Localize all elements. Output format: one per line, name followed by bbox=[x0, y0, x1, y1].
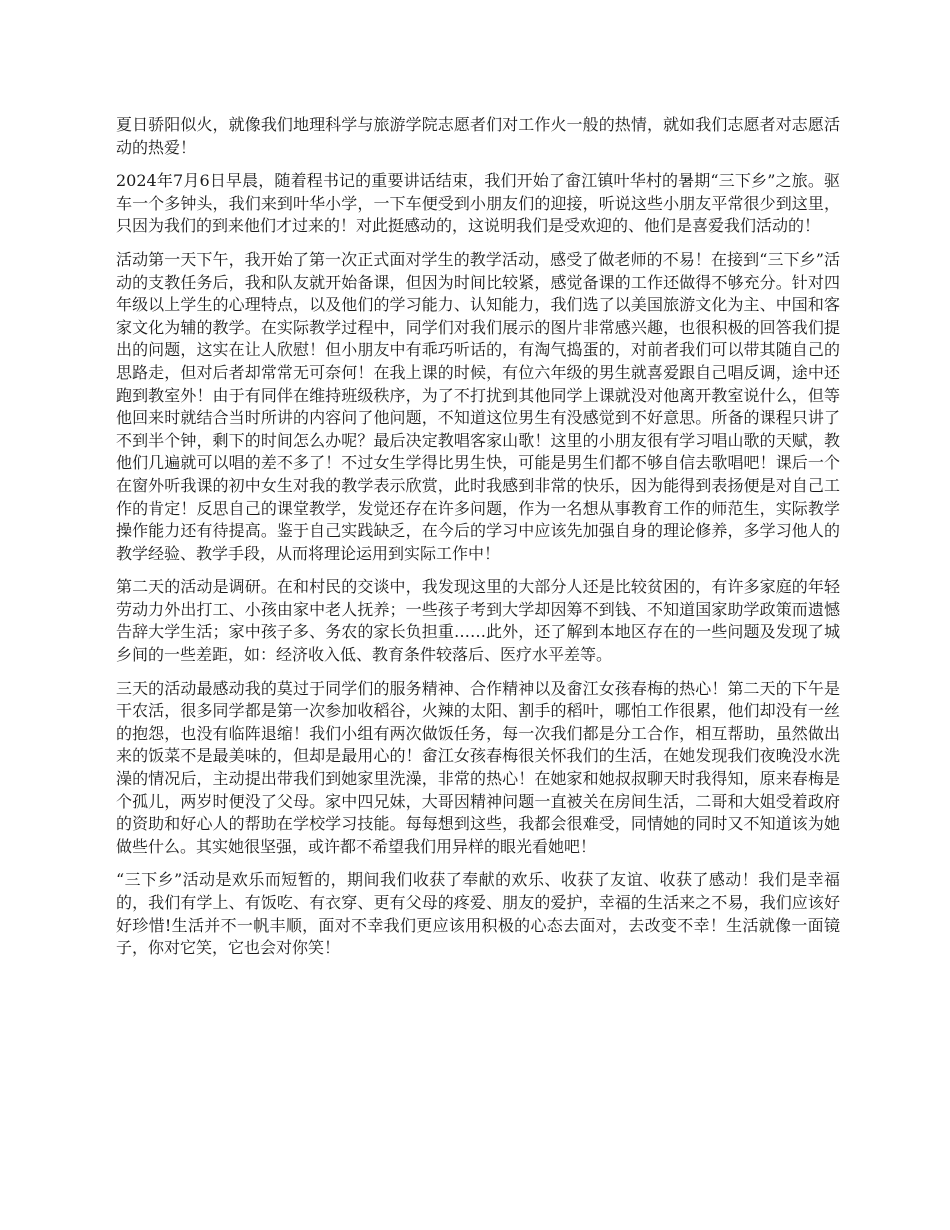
paragraph-survey: 第二天的活动是调研。在和村民的交谈中，我发现这里的大部分人还是比较贫困的，有许多家庭的年轻劳动力外出打工、小孩由家中老人抚养；一些孩子考到大学却因筹不到钱、不知道国家助学政策而遗憾告辞大学生活；家中孩子多、务农的家长负担重……此外，还了解到本地区存在的一些问题及发现了城乡间的一些差距，如：经济收入低、教育条件较落后、医疗水平差等。 bbox=[116, 577, 840, 665]
paragraph-touching: 三天的活动最感动我的莫过于同学们的服务精神、合作精神以及畲江女孩春梅的热心！第二天的下午是干农活，很多同学都是第一次参加收稻谷，火辣的太阳、割手的稻叶，哪怕工作很累，他们却没有一丝的抱怨，也没有临阵退缩！我们小组有两次做饭任务，每一次我们都是分工合作，相互帮助，虽然做出来的饭菜不是最美味的，但却是最用心的！畲江女孩春梅很关怀我们的生活，在她发现我们夜晚没水洗澡的情况后，主动提出带我们到她家里洗澡，非常的热心！在她家和她叔叔聊天时我得知，原来春梅是个孤儿，两岁时便没了父母。家中四兄妹，大哥因精神问题一直被关在房间生活，二哥和大姐受着政府的资助和好心人的帮助在学校学习技能。每每想到这些，我都会很难受，同情她的同时又不知道该为她做些什么。其实她很坚强，或许都不希望我们用异样的眼光看她吧！ bbox=[116, 678, 840, 856]
paragraph-conclusion: “三下乡”活动是欢乐而短暂的，期间我们收获了奉献的欢乐、收获了友谊、收获了感动！我们是幸福的，我们有学上、有饭吃、有衣穿、更有父母的疼爱、朋友的爱护，幸福的生活来之不易，我们应该好好珍惜!生活并不一帆丰顺，面对不幸我们更应该用积极的心态去面对，去改变不幸！生活就像一面镜子，你对它笑，它也会对你笑！ bbox=[116, 870, 840, 958]
document-body bbox=[116, 114, 840, 971]
paragraph-arrival: 2024年7月6日早晨，随着程书记的重要讲话结束，我们开始了畲江镇叶华村的暑期“三下乡”之旅。驱车一个多钟头，我们来到叶华小学，一下车便受到小朋友们的迎接，听说这些小朋友平常很少到这里，只因为我们的到来他们才过来的！对此挺感动的，这说明我们是受欢迎的、他们是喜爱我们活动的！ bbox=[116, 171, 840, 236]
paragraph-teaching: 活动第一天下午，我开始了第一次正式面对学生的教学活动，感受了做老师的不易！在接到“三下乡”活动的支教任务后，我和队友就开始备课，但因为时间比较紧，感觉备课的工作还做得不够充分。针对四年级以上学生的心理特点，以及他们的学习能力、认知能力，我们选了以美国旅游文化为主、中国和客家文化为辅的教学。在实际教学过程中，同学们对我们展示的图片非常感兴趣，也很积极的回答我们提出的问题，这实在让人欣慰！但小朋友中有乖巧听话的，有淘气捣蛋的，对前者我们可以带其随自己的思路走，但对后者却常常无可奈何！在我上课的时候，有位六年级的男生就喜爱跟自己唱反调，途中还跑到教室外！由于有同伴在维持班级秩序，为了不打扰到其他同学上课就没对他离开教室说什么，但等他回来时就结合当时所讲的内容问了他问题，不知道这位男生有没感觉到不好意思。所备的课程只讲了不到半个钟，剩下的时间怎么办呢？最后决定教唱客家山歌！这里的小朋友很有学习唱山歌的天赋，教他们几遍就可以唱的差不多了！不过女生学得比男生快，可能是男生们都不够自信去歌唱吧！课后一个在窗外听我课的初中女生对我的教学表示欣赏，此时我感到非常的快乐，因为能得到表扬便是对自己工作的肯定！反思自己的课堂教学，发觉还存在许多问题，作为一名想从事教育工作的师范生，实际教学操作能力还有待提高。鉴于自己实践缺乏，在今后的学习中应该先加强自身的理论修养，多学习他人的教学经验、教学手段，从而将理论运用到实际工作中！ bbox=[116, 249, 840, 563]
paragraph-intro: 夏日骄阳似火，就像我们地理科学与旅游学院志愿者们对工作火一般的热情，就如我们志愿者对志愿活动的热爱！ bbox=[116, 115, 840, 157]
